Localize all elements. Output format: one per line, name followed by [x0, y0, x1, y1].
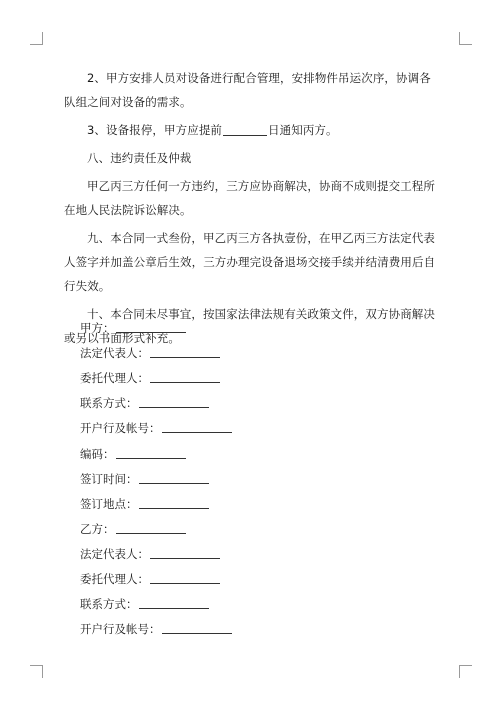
fill-in-line[interactable]: [150, 371, 220, 383]
party-a-field: [80, 320, 186, 336]
days-blank: [223, 123, 267, 136]
party-a-contact-field: [80, 395, 209, 411]
field-label: 开户行及帐号：: [80, 622, 161, 637]
signing-place-field: [80, 496, 209, 512]
party-b-agent-field: [80, 571, 220, 587]
signing-time-field: [80, 471, 209, 487]
field-label: 法定代表人：: [80, 346, 149, 361]
fill-in-line[interactable]: [162, 622, 232, 634]
party-a-bank-account-field: [80, 420, 232, 436]
clause-copies: 九、本合同一式叁份，甲乙丙三方各执壹份，在甲乙丙三方法定代表人签字并加盖公章后生效，三方办理完设备退场交接手续并结清费用后自行失效。: [64, 231, 436, 293]
code-field: [80, 446, 186, 462]
crop-mark-bottom-left: [30, 665, 43, 678]
field-label: 法定代表人：: [80, 546, 149, 561]
crop-mark-top-right: [459, 32, 472, 45]
crop-mark-top-left: [30, 32, 43, 45]
fill-in-line[interactable]: [150, 547, 220, 559]
field-label: 联系方式：: [80, 597, 138, 612]
field-label: 编码：: [80, 446, 115, 461]
field-label: 委托代理人：: [80, 572, 149, 586]
section-heading-breach: 八、违约责任及仲裁: [87, 151, 192, 165]
party-b-contact-field: [80, 596, 209, 612]
party-b-bank-account-field: [80, 621, 232, 637]
clause-equipment-management: 2、甲方安排人员对设备进行配合管理，安排物件吊运次序，协调各队组之间对设备的需求。: [64, 71, 431, 109]
clause-breach: 甲乙丙三方任何一方违约，三方应协商解决，协商不成则提交工程所在地人民法院诉讼解决。: [64, 179, 435, 217]
fill-in-line[interactable]: [150, 346, 220, 358]
clause-supplement: 十、本合同未尽事宜，按国家法律法规有关政策文件，双方协商解决或另以书面形式补充。: [64, 307, 435, 345]
fill-in-line[interactable]: [139, 497, 209, 509]
clause-equipment-stop-text-1: 3、设备报停，甲方应提前: [87, 123, 223, 137]
document-body: [64, 66, 442, 354]
party-b-field: [80, 521, 186, 537]
fill-in-line[interactable]: [139, 396, 209, 408]
fill-in-line[interactable]: [162, 421, 232, 433]
fill-in-line[interactable]: [139, 597, 209, 609]
party-a-legal-rep-field: [80, 345, 220, 361]
field-label: 委托代理人：: [80, 371, 149, 386]
fill-in-line[interactable]: [116, 447, 186, 459]
field-label: 开户行及帐号：: [80, 421, 161, 436]
clause-equipment-stop: [64, 118, 442, 142]
fill-in-line[interactable]: [139, 472, 209, 484]
crop-mark-bottom-right: [459, 665, 472, 678]
party-b-legal-rep-field: [80, 546, 220, 562]
fill-in-line[interactable]: [150, 572, 220, 584]
clause-equipment-stop-text-2: 日通知丙方。: [268, 123, 338, 137]
field-label: 签订时间：: [80, 471, 138, 486]
fill-in-line[interactable]: [116, 522, 186, 534]
fill-in-line[interactable]: [116, 321, 186, 333]
field-label: 乙方：: [80, 521, 115, 536]
field-label: 联系方式：: [80, 396, 138, 411]
field-label: 签订地点：: [80, 496, 138, 511]
party-a-agent-field: [80, 370, 220, 386]
field-label: 甲方：: [80, 321, 115, 335]
